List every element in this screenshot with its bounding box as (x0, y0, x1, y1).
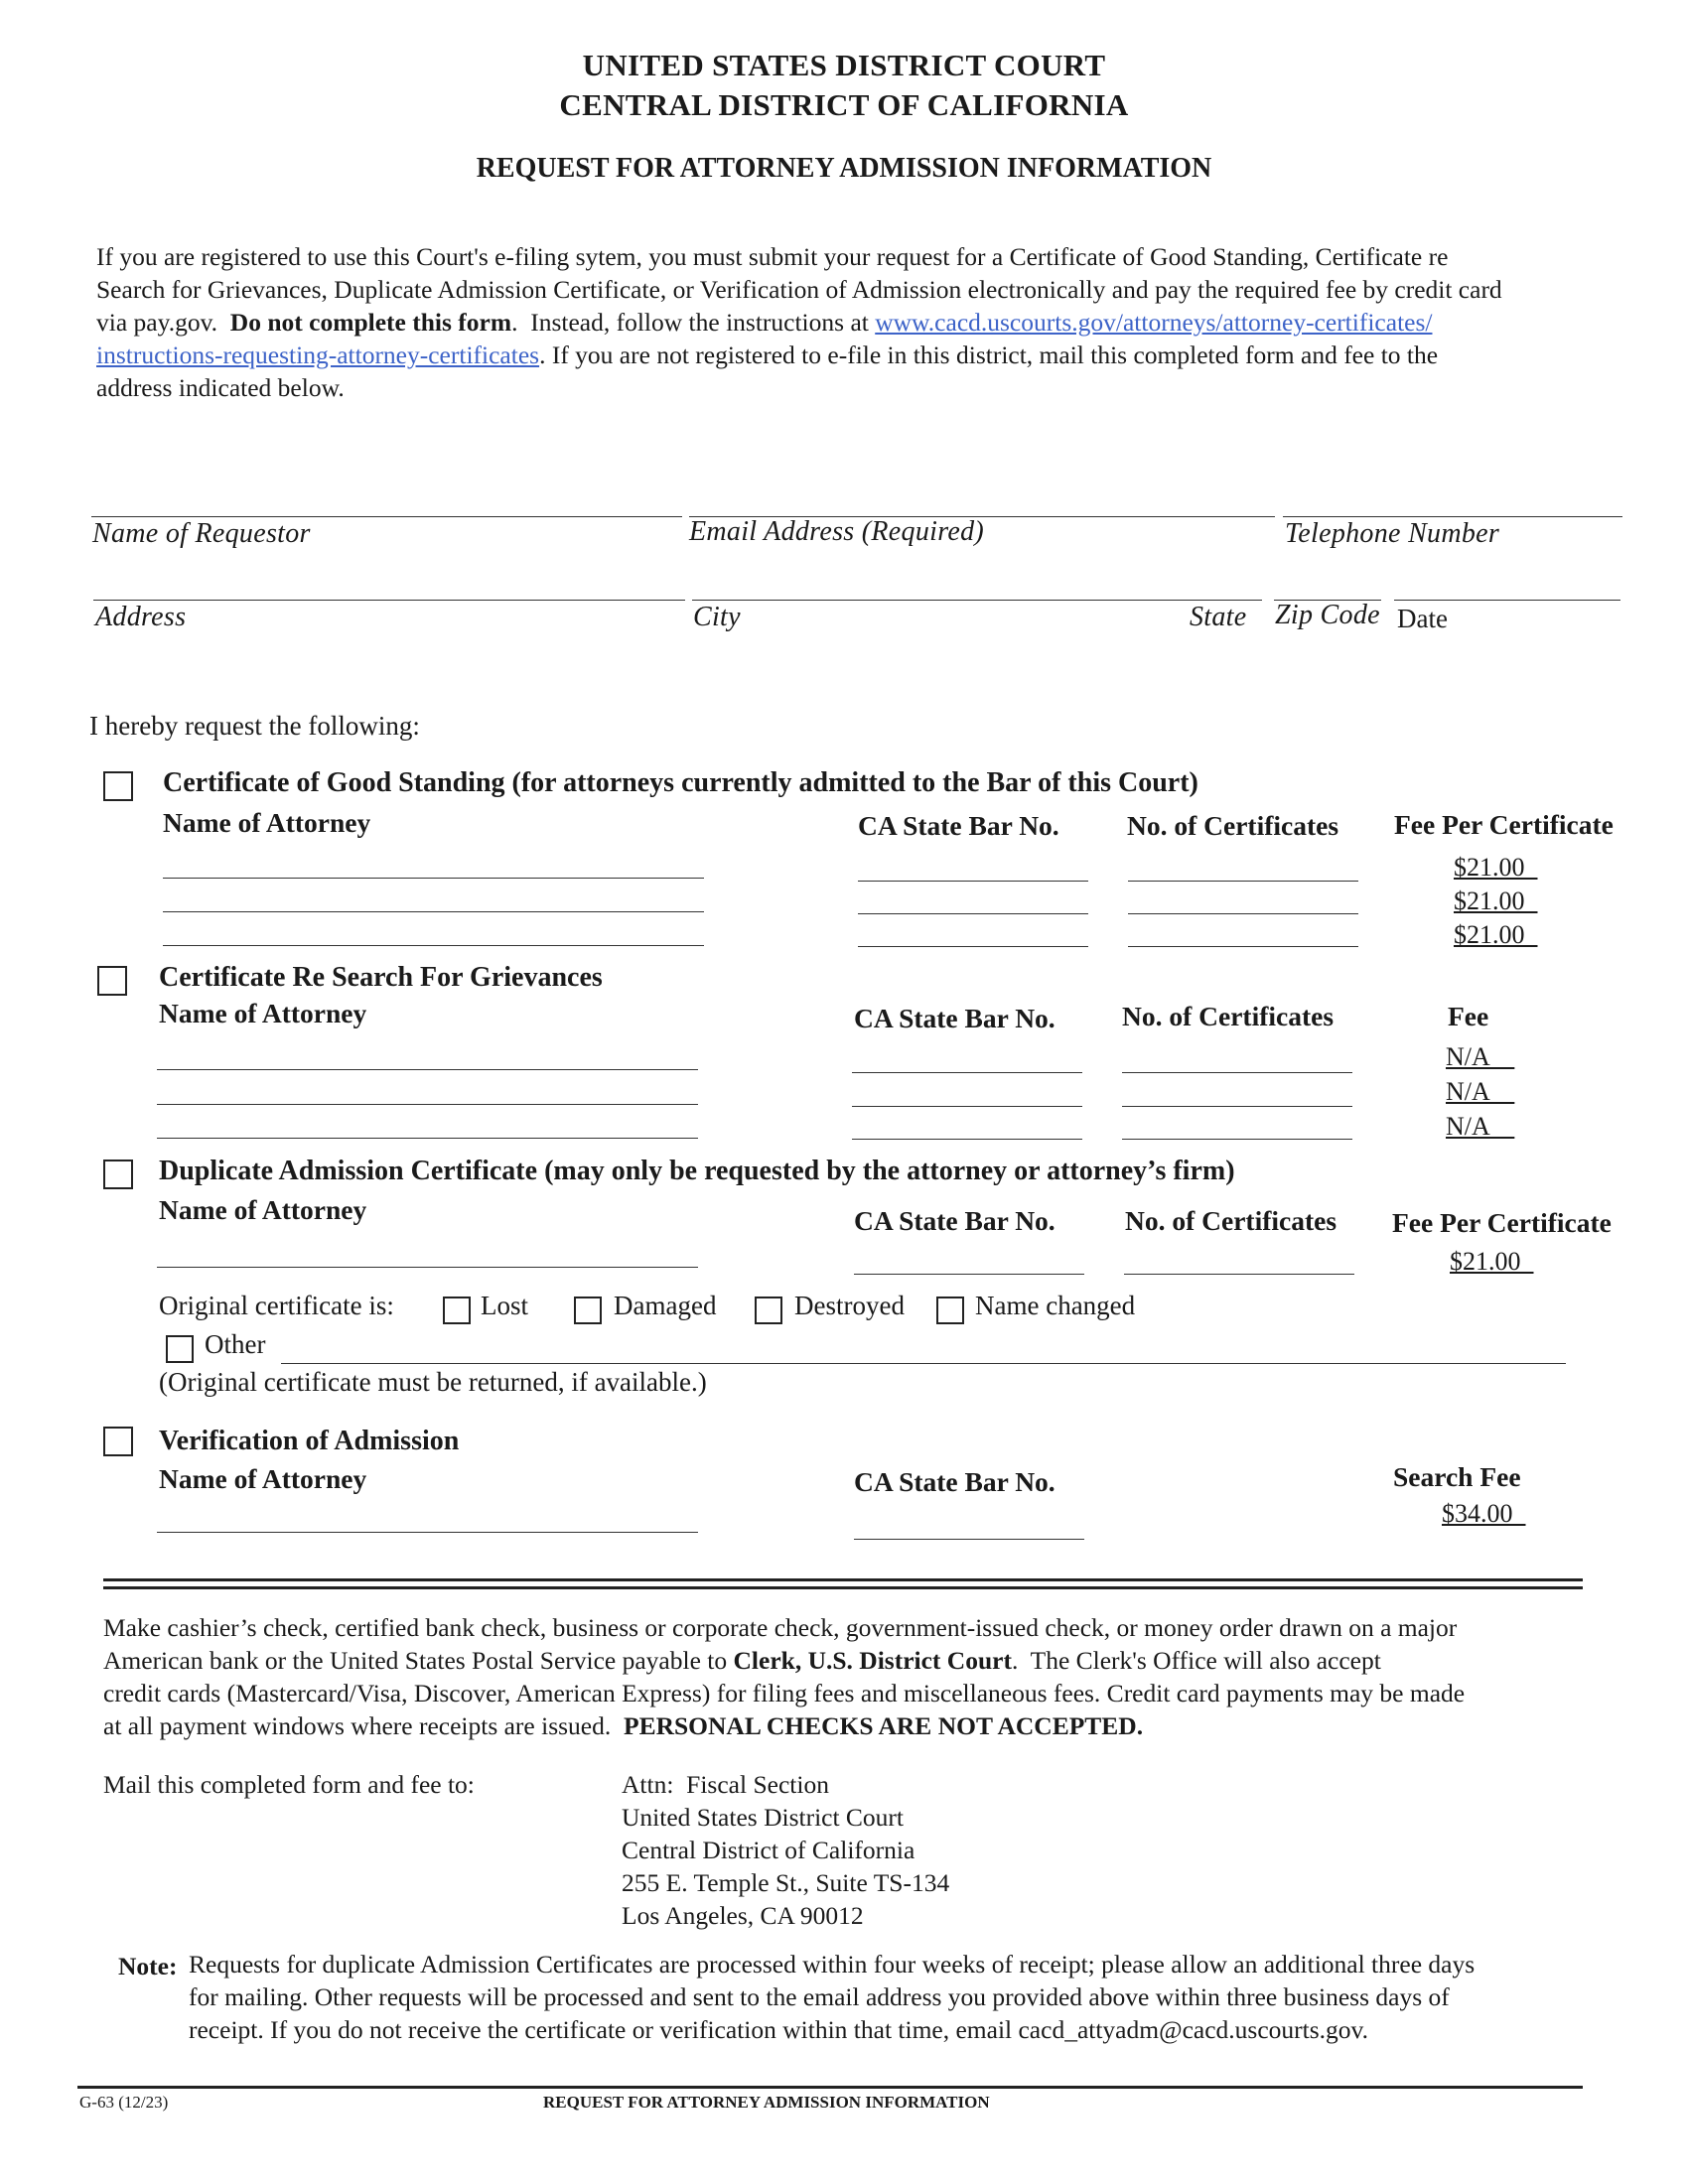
grievances-title: Certificate Re Search For Grievances (159, 962, 603, 993)
intro-line-3: via pay.gov. Do not complete this form. Instead, follow the instructions at www.cacd.uscourts.gov/attorneys/attorney-certificates/ (96, 308, 1433, 337)
original-certificate-label: Original certificate is: (159, 1291, 394, 1320)
court-name: UNITED STATES DISTRICT COURT (582, 48, 1106, 82)
ver-bar-no[interactable] (854, 1539, 1084, 1540)
good-standing-col-fee: Fee Per Certificate (1394, 809, 1614, 840)
good-standing-col-count: No. of Certificates (1127, 810, 1339, 841)
other-label: Other (205, 1329, 266, 1359)
do-not-complete-warning: Do not complete this form (229, 308, 512, 337)
gs-fee-2: $21.00 (1454, 887, 1538, 915)
dup-attorney-name[interactable] (157, 1267, 698, 1268)
gr-attorney-name-3[interactable] (157, 1138, 698, 1139)
telephone-label: Telephone Number (1285, 518, 1500, 549)
gr-attorney-name-2[interactable] (157, 1104, 698, 1105)
intro-line-2: Search for Grievances, Duplicate Admission Certificate, or Verification of Admission electronically and pay the required fee by credit card (96, 275, 1502, 304)
gr-count-3[interactable] (1122, 1139, 1352, 1140)
gr-fee-3: N/A (1446, 1112, 1515, 1141)
duplicate-col-count: No. of Certificates (1125, 1205, 1337, 1236)
intro-paragraph (96, 240, 1645, 404)
gs-count-3[interactable] (1128, 946, 1358, 947)
gr-count-2[interactable] (1122, 1106, 1352, 1107)
gr-fee-1: N/A (1446, 1042, 1515, 1071)
requestor-city-state-field[interactable] (692, 600, 1262, 601)
verification-col-bar: CA State Bar No. (854, 1466, 1055, 1497)
gr-bar-no-1[interactable] (852, 1072, 1082, 1073)
personal-checks-warning: PERSONAL CHECKS ARE NOT ACCEPTED. (624, 1711, 1144, 1740)
damaged-checkbox[interactable] (574, 1297, 602, 1324)
state-label: State (1190, 602, 1247, 632)
good-standing-col-name: Name of Attorney (163, 807, 371, 838)
duplicate-col-bar: CA State Bar No. (854, 1205, 1055, 1236)
requestor-name-field[interactable] (91, 516, 682, 517)
dup-bar-no[interactable] (854, 1274, 1084, 1275)
requestor-phone-field[interactable] (1283, 516, 1622, 517)
verification-title: Verification of Admission (159, 1426, 460, 1456)
address-label: Address (95, 602, 187, 632)
requestor-address-field[interactable] (93, 600, 685, 601)
return-note: (Original certificate must be returned, if available.) (159, 1367, 707, 1397)
name-changed-label: Name changed (975, 1291, 1136, 1320)
section-divider-bottom (103, 1586, 1583, 1589)
good-standing-col-bar: CA State Bar No. (858, 810, 1059, 841)
grievances-checkbox[interactable] (97, 966, 127, 996)
district-name: CENTRAL DISTRICT OF CALIFORNIA (559, 87, 1129, 122)
note-text: Requests for duplicate Admission Certificates are processed within four weeks of receipt; please allow an additional three days for mailing. Other requests will be processed and sent to the email address you provided above within three business days of receipt. If you do not receive the certificate or verification within that time, email cacd_attyadm@cacd.uscourts.gov. (189, 1950, 1476, 2044)
city-label: City (693, 602, 741, 632)
duplicate-col-name: Name of Attorney (159, 1194, 367, 1225)
gs-bar-no-1[interactable] (858, 881, 1088, 882)
other-checkbox[interactable] (166, 1335, 194, 1363)
gr-bar-no-3[interactable] (852, 1139, 1082, 1140)
form-title: REQUEST FOR ATTORNEY ADMISSION INFORMATION (476, 153, 1212, 184)
lost-checkbox[interactable] (443, 1297, 471, 1324)
footer-title: REQUEST FOR ATTORNEY ADMISSION INFORMATION (543, 2093, 990, 2112)
dup-fee: $21.00 (1450, 1247, 1534, 1276)
date-label: Date (1397, 604, 1448, 633)
name-of-requestor-label: Name of Requestor (92, 518, 311, 549)
gs-fee-1: $21.00 (1454, 853, 1538, 882)
duplicate-title: Duplicate Admission Certificate (may only be requested by the attorney or attorney’s firm) (159, 1156, 1235, 1186)
form-id: G-63 (12/23) (79, 2093, 169, 2112)
gs-count-2[interactable] (1128, 913, 1358, 914)
gs-attorney-name-2[interactable] (163, 911, 704, 912)
lost-label: Lost (481, 1291, 529, 1320)
gs-attorney-name-3[interactable] (163, 945, 704, 946)
intro-line-4: instructions-requesting-attorney-certificates. If you are not registered to e-file in this district, mail this completed form and fee to the (96, 341, 1439, 369)
grievances-col-name: Name of Attorney (159, 998, 367, 1028)
mailing-address: Attn: Fiscal Section United States District Court Central District of California 255 E. Temple St., Suite TS-134 Los Angeles, CA 90012 (622, 1770, 950, 1930)
gr-fee-2: N/A (1446, 1077, 1515, 1106)
gr-bar-no-2[interactable] (852, 1106, 1082, 1107)
verification-col-fee: Search Fee (1393, 1461, 1521, 1492)
zip-code-label: Zip Code (1275, 600, 1380, 630)
gs-bar-no-2[interactable] (858, 913, 1088, 914)
verification-checkbox[interactable] (103, 1427, 133, 1456)
destroyed-label: Destroyed (794, 1291, 905, 1320)
destroyed-checkbox[interactable] (755, 1297, 782, 1324)
good-standing-checkbox[interactable] (103, 771, 133, 801)
name-changed-checkbox[interactable] (936, 1297, 964, 1324)
mail-label: Mail this completed form and fee to: (103, 1770, 475, 1799)
grievances-col-fee: Fee (1448, 1001, 1489, 1031)
instructions-link-cont[interactable]: instructions-requesting-attorney-certificates (96, 341, 540, 369)
grievances-col-count: No. of Certificates (1122, 1001, 1335, 1031)
footer-rule (77, 2086, 1583, 2089)
instructions-link[interactable]: www.cacd.uscourts.gov/attorneys/attorney-certificates/ (875, 308, 1433, 337)
request-intro: I hereby request the following: (89, 711, 420, 741)
section-divider-top (103, 1578, 1583, 1581)
gr-count-1[interactable] (1122, 1072, 1352, 1073)
requestor-date-field[interactable] (1394, 600, 1620, 601)
gs-bar-no-3[interactable] (858, 946, 1088, 947)
grievances-col-bar: CA State Bar No. (854, 1003, 1055, 1033)
verification-col-name: Name of Attorney (159, 1463, 367, 1494)
payee-name: Clerk, U.S. District Court (733, 1646, 1012, 1675)
dup-count[interactable] (1124, 1274, 1354, 1275)
intro-line-1: If you are registered to use this Court's e-filing sytem, you must submit your request for a Certificate of Good Standing, Certificate re (96, 242, 1449, 271)
ver-attorney-name[interactable] (157, 1532, 698, 1533)
damaged-label: Damaged (614, 1291, 717, 1320)
gs-fee-3: $21.00 (1454, 920, 1538, 949)
good-standing-title: Certificate of Good Standing (for attorneys currently admitted to the Bar of this Court) (163, 767, 1198, 798)
duplicate-col-fee: Fee Per Certificate (1392, 1207, 1612, 1238)
note-label: Note: (118, 1952, 178, 1980)
email-label: Email Address (Required) (689, 516, 985, 547)
other-reason-field[interactable] (281, 1363, 1566, 1364)
ver-fee: $34.00 (1442, 1499, 1526, 1528)
gr-attorney-name-1[interactable] (157, 1069, 698, 1070)
intro-line-5: address indicated below. (96, 373, 345, 402)
payment-instructions: Make cashier’s check, certified bank check, business or corporate check, government-issued check, or money order drawn on a major American bank or the United States Postal Service payable to Clerk, U.S. District Court. The Clerk's Office will also accept credit cards (Mastercard/Visa, Discover, American Express) for filing fees and miscellaneous fees. Credit card payments may be made at all payment windows where receipts are issued. PERSONAL CHECKS ARE NOT ACCEPTED. (103, 1613, 1466, 1740)
gs-attorney-name-1[interactable] (163, 878, 704, 879)
duplicate-checkbox[interactable] (103, 1160, 133, 1189)
gs-count-1[interactable] (1128, 881, 1358, 882)
